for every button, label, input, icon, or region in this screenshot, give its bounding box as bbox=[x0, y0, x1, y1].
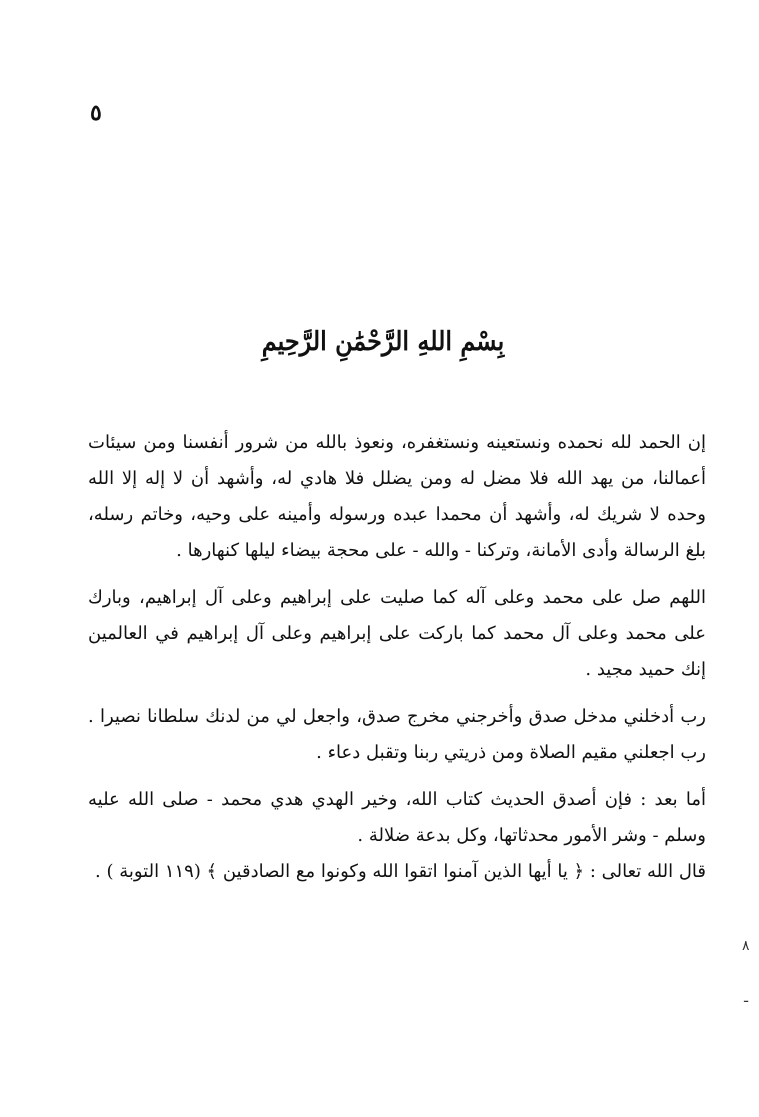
page-number: ٥ bbox=[90, 100, 102, 126]
margin-mark: ٨ bbox=[742, 938, 750, 954]
paragraph-supplication: رب أدخلني مدخل صدق وأخرجني مخرج صدق، واجعل لي من لدنك سلطانا نصيرا . رب اجعلني مقيم الصلاة ومن ذريتي ربنا وتقبل دعاء . bbox=[88, 706, 706, 763]
body-text bbox=[88, 425, 706, 901]
paragraph-opening-praise: إن الحمد لله نحمده ونستعينه ونستغفره، ونعوذ بالله من شرور أنفسنا ومن سيئات أعمالنا، من يهد الله فلا مضل له ومن يضلل فلا هادي له، وأشهد أن لا إله إلا الله وحده لا شريك له، وأشهد أن محمدا عبده ورسوله وأمينه على وحيه، وخاتم رسله، بلغ الرسالة وأدى الأمانة، وتركنا - والله - على محجة بيضاء ليلها كنهارها . bbox=[88, 432, 706, 561]
basmala-heading: بِسْمِ اللهِ الرَّحْمَٰنِ الرَّحِيمِ bbox=[261, 327, 505, 357]
paragraph-quran-quote: قال الله تعالى : ﴿ يا أيها الذين آمنوا اتقوا الله وكونوا مع الصادقين ﴾ (١١٩ التوبة ) . bbox=[95, 861, 706, 882]
paragraph-amma-bad: أما بعد : فإن أصدق الحديث كتاب الله، وخير الهدي هدي محمد - صلى الله عليه وسلم - وشر الأمور محدثاتها، وكل بدعة ضلالة . bbox=[88, 789, 706, 846]
margin-mark: ـ bbox=[744, 990, 749, 1006]
paragraph-salat-ibrahimiyya: اللهم صل على محمد وعلى آله كما صليت على إبراهيم وعلى آل إبراهيم، وبارك على محمد وعلى آل محمد كما باركت على إبراهيم وعلى آل إبراهيم في العالمين إنك حميد مجيد . bbox=[88, 587, 706, 680]
